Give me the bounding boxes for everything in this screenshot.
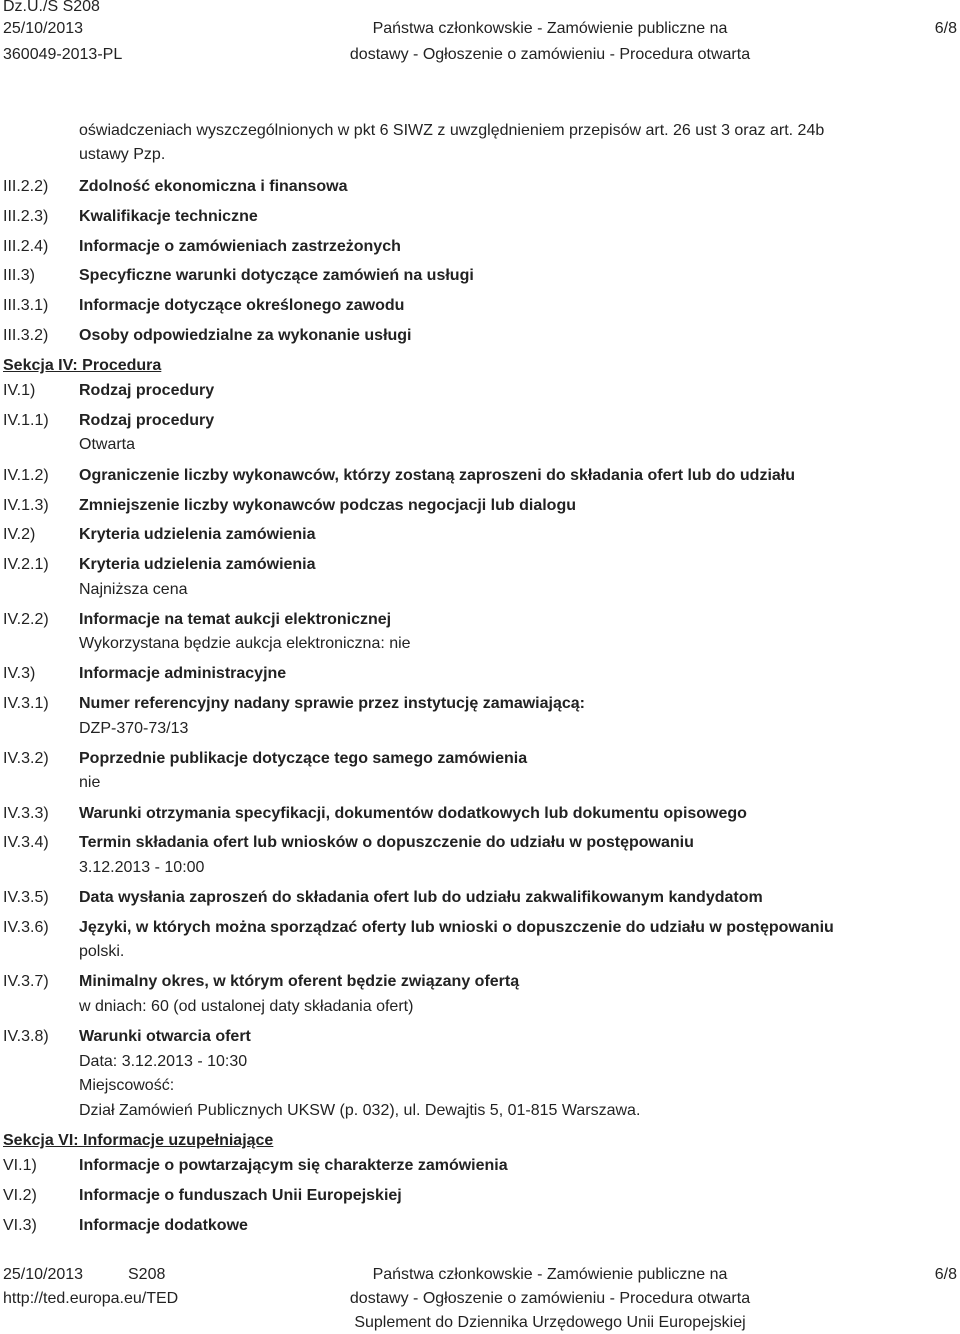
item-value: 3.12.2013 - 10:00 [79, 859, 205, 876]
item-number: III.2.2) [3, 178, 49, 195]
item-value: Wykorzystana będzie aukcja elektroniczna: nie [79, 635, 411, 652]
item-value: Data: 3.12.2013 - 10:30 [79, 1053, 248, 1070]
item-value: nie [79, 774, 101, 791]
item-title: Kryteria udzielenia zamówienia [79, 556, 316, 573]
item-number: IV.3) [3, 665, 36, 682]
item-number: IV.3.8) [3, 1028, 49, 1045]
footer-url-link[interactable]: http://ted.europa.eu/TED [3, 1290, 179, 1307]
item-number: IV.1.3) [3, 497, 49, 514]
item-number: IV.3.4) [3, 834, 49, 851]
item-number: IV.3.6) [3, 919, 49, 936]
item-title: Data wysłania zaproszeń do składania ofert lub do udziału zakwalifikowanym kandydatom [79, 889, 763, 906]
item-number: III.2.3) [3, 208, 49, 225]
footer-page-number: 6/8 [934, 1266, 957, 1283]
item-title: Termin składania ofert lub wniosków o dopuszczenie do udziału w postępowaniu [79, 834, 694, 851]
item-number: III.3) [3, 267, 36, 284]
item-title: Zdolność ekonomiczna i finansowa [79, 178, 348, 195]
footer-supplement: Suplement do Dziennika Urzędowego Unii Europejskiej [354, 1314, 746, 1331]
item-value: polski. [79, 943, 125, 960]
footer-date: 25/10/2013 [3, 1266, 84, 1283]
journal-ref: Dz.U./S S208 [3, 0, 100, 15]
footer-code: S208 [128, 1266, 166, 1283]
intro-text: oświadczeniach wyszczególnionych w pkt 6 SIWZ z uwzględnieniem przepisów art. 26 ust 3 oraz art. 24b [79, 122, 825, 139]
item-value: w dniach: 60 (od ustalonej daty składania ofert) [79, 998, 414, 1015]
footer-title-line2: dostawy - Ogłoszenie o zamówieniu - Procedura otwarta [349, 1290, 751, 1307]
item-number: IV.3.1) [3, 695, 49, 712]
item-number: III.2.4) [3, 238, 49, 255]
section-heading: Sekcja IV: Procedura [3, 357, 162, 374]
item-value: Otwarta [79, 436, 136, 453]
item-title: Kwalifikacje techniczne [79, 208, 258, 225]
item-place-label: Miejscowość: [79, 1077, 175, 1094]
item-title: Ograniczenie liczby wykonawców, którzy zostaną zaproszeni do składania ofert lub do udziału [79, 467, 795, 484]
header-page-number: 6/8 [934, 20, 957, 37]
item-title: Informacje dodatkowe [79, 1217, 248, 1234]
item-title: Warunki otrzymania specyfikacji, dokumentów dodatkowych lub dokumentu opisowego [79, 805, 747, 822]
item-number: IV.2.2) [3, 611, 49, 628]
item-number: VI.1) [3, 1157, 37, 1174]
item-title: Specyficzne warunki dotyczące zamówień na usługi [79, 267, 474, 284]
item-title: Rodzaj procedury [79, 382, 215, 399]
item-number: IV.3.2) [3, 750, 49, 767]
header-title-line2: dostawy - Ogłoszenie o zamówieniu - Procedura otwarta [349, 46, 751, 63]
item-number: IV.3.3) [3, 805, 49, 822]
item-title: Osoby odpowiedzialne za wykonanie usługi [79, 327, 412, 344]
item-number: IV.1.2) [3, 467, 49, 484]
item-title: Numer referencyjny nadany sprawie przez instytucję zamawiającą: [79, 695, 585, 712]
item-number: IV.2.1) [3, 556, 49, 573]
item-title: Informacje na temat aukcji elektronicznej [79, 611, 392, 628]
item-place: Dział Zamówień Publicznych UKSW (p. 032), ul. Dewajtis 5, 01-815 Warszawa. [79, 1102, 641, 1119]
item-value: DZP-370-73/13 [79, 720, 189, 737]
item-title: Informacje o zamówieniach zastrzeżonych [79, 238, 401, 255]
item-number: IV.3.5) [3, 889, 49, 906]
item-number: VI.2) [3, 1187, 37, 1204]
item-number: IV.2) [3, 526, 36, 543]
item-value: Najniższa cena [79, 581, 188, 598]
item-number: III.3.1) [3, 297, 49, 314]
item-title: Kryteria udzielenia zamówienia [79, 526, 316, 543]
item-title: Rodzaj procedury [79, 412, 215, 429]
item-number: IV.1.1) [3, 412, 49, 429]
item-title: Zmniejszenie liczby wykonawców podczas negocjacji lub dialogu [79, 497, 576, 514]
header-date: 25/10/2013 [3, 20, 84, 37]
header-title-line1: Państwa członkowskie - Zamówienie publiczne na [372, 20, 728, 37]
header-notice-id: 360049-2013-PL [3, 46, 123, 63]
item-title: Warunki otwarcia ofert [79, 1028, 251, 1045]
item-title: Informacje dotyczące określonego zawodu [79, 297, 405, 314]
item-title: Poprzednie publikacje dotyczące tego samego zamówienia [79, 750, 528, 767]
item-title: Języki, w których można sporządzać oferty lub wnioski o dopuszczenie do udziału w postępowaniu [79, 919, 834, 936]
item-title: Informacje o powtarzającym się charakterze zamówienia [79, 1157, 508, 1174]
item-title: Minimalny okres, w którym oferent będzie związany ofertą [79, 973, 520, 990]
item-number: IV.1) [3, 382, 36, 399]
item-title: Informacje o funduszach Unii Europejskiej [79, 1187, 402, 1204]
footer-title-line1: Państwa członkowskie - Zamówienie publiczne na [372, 1266, 728, 1283]
item-number: VI.3) [3, 1217, 37, 1234]
item-title: Informacje administracyjne [79, 665, 287, 682]
section-heading: Sekcja VI: Informacje uzupełniające [3, 1132, 274, 1149]
item-number: IV.3.7) [3, 973, 49, 990]
intro-text: ustawy Pzp. [79, 146, 166, 163]
item-number: III.3.2) [3, 327, 49, 344]
